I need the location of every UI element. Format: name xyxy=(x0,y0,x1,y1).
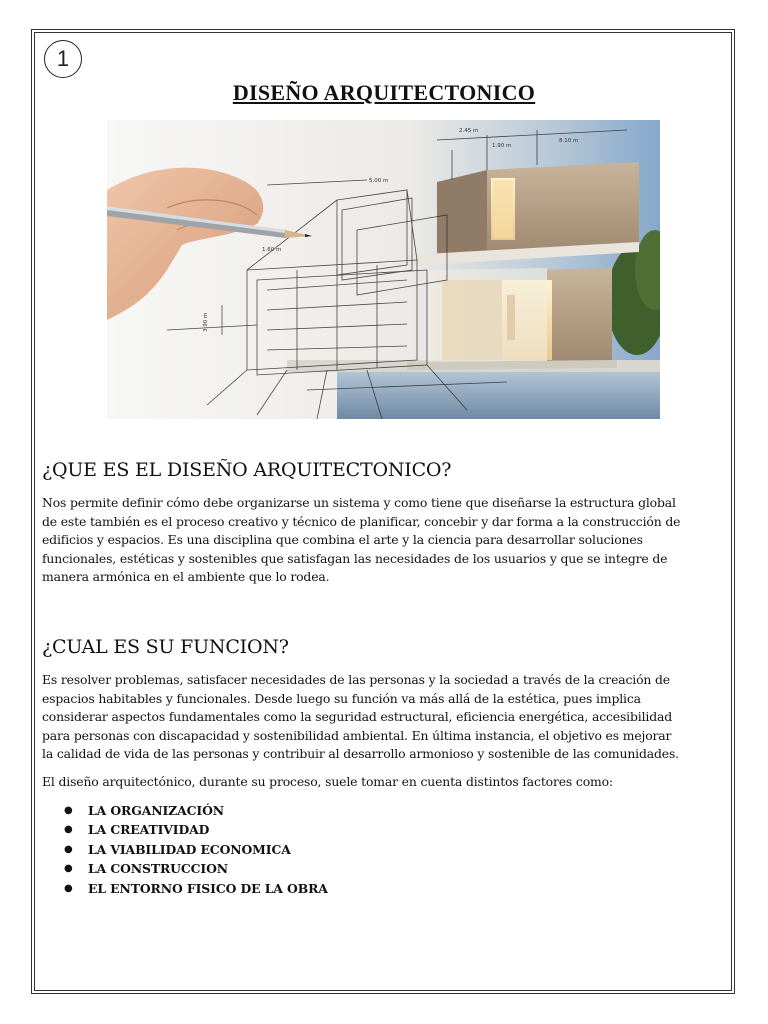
svg-text:3.90 m: 3.90 m xyxy=(203,312,209,332)
bullet-icon: ● xyxy=(64,805,73,816)
list-item-label: LA CREATIVIDAD xyxy=(88,822,210,838)
svg-text:5.00 m: 5.00 m xyxy=(369,178,389,184)
paragraph-line: de este también es el proceso creativo y técnico de planificar, concebir y dar forma a la construcción de xyxy=(42,513,681,529)
list-item xyxy=(42,879,328,898)
architecture-sketch-house-photo-icon xyxy=(107,120,660,419)
paragraph-line: Es resolver problemas, satisfacer necesidades de las personas y la sociedad a través de la creación de xyxy=(42,672,670,687)
list-item-label: LA VIABILIDAD ECONOMICA xyxy=(88,841,291,857)
section-paragraph-que-es xyxy=(42,494,732,587)
bullet-icon: ● xyxy=(64,824,73,836)
paragraph-line: espacios habitables y funcionales. Desde luego su función va más allá de la estética, pues implica xyxy=(42,690,641,706)
paragraph-line: para personas con discapacidad y sostenibilidad ambiental. En última instancia, el objetivo es mejorar xyxy=(42,727,672,743)
list-item xyxy=(42,801,328,820)
section-heading-que-es: ¿QUE ES EL DISEÑO ARQUITECTONICO? xyxy=(42,459,452,481)
svg-text:1.90 m: 1.90 m xyxy=(492,143,512,149)
factors-list xyxy=(42,801,328,898)
page-number: 1 xyxy=(56,46,70,71)
svg-text:8.10 m: 8.10 m xyxy=(559,138,579,144)
bullet-icon: ● xyxy=(64,863,73,875)
page-title: DISEÑO ARQUITECTONICO xyxy=(232,80,536,105)
bullet-icon: ● xyxy=(64,843,73,855)
bullet-icon: ● xyxy=(64,882,73,894)
paragraph-line: funcionales, estéticas y sostenibles que satisfagan las necesidades de los usuarios y que se integre de xyxy=(42,550,668,566)
svg-text:2.45 m: 2.45 m xyxy=(459,128,479,134)
paragraph-line: edificios y espacios. Es una disciplina que combina el arte y la ciencia para desarrollar soluciones xyxy=(42,532,643,548)
svg-text:1.60 m: 1.60 m xyxy=(262,247,282,253)
list-item-label: LA ORGANIZACIÓN xyxy=(88,803,224,818)
section-paragraph-funcion xyxy=(42,671,732,764)
hero-architecture-image xyxy=(107,120,660,419)
list-item xyxy=(42,840,328,859)
paragraph-line: manera armónica en el ambiente que lo rodea. xyxy=(42,569,330,585)
page-number-badge xyxy=(44,40,82,78)
paragraph-line: Nos permite definir cómo debe organizarse un sistema y como tiene que diseñarse la estructura global xyxy=(42,495,676,510)
list-item-label: EL ENTORNO FISICO DE LA OBRA xyxy=(88,880,328,896)
factors-intro: El diseño arquitectónico, durante su proceso, suele tomar en cuenta distintos factores como: xyxy=(42,774,613,789)
section-heading-funcion: ¿CUAL ES SU FUNCION? xyxy=(42,636,289,658)
paragraph-line: la calidad de vida de las personas y contribuir al desarrollo armonioso y sostenible de las comunidades. xyxy=(42,746,679,762)
list-item xyxy=(42,820,328,839)
paragraph-line: considerar aspectos fundamentales como la seguridad estructural, eficiencia energética, accesibilidad xyxy=(42,709,672,725)
list-item-label: LA CONSTRUCCION xyxy=(88,861,229,877)
list-item xyxy=(42,859,328,878)
